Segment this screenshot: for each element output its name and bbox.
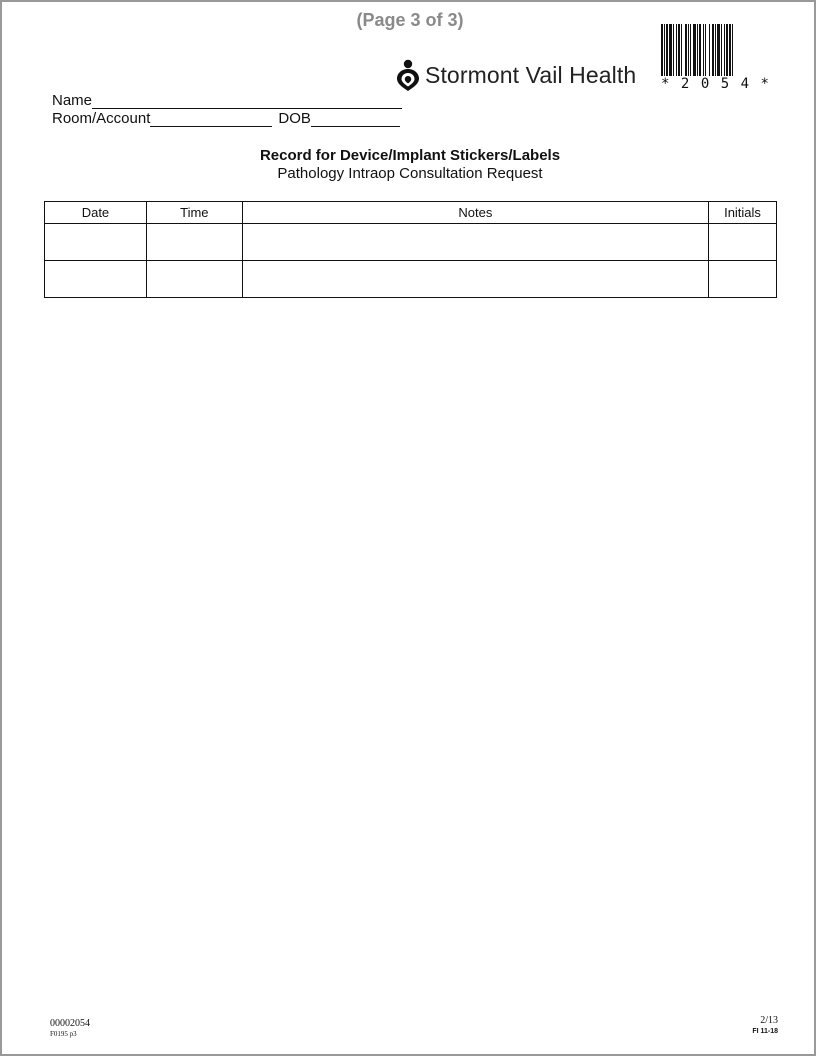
initials-cell[interactable] [709, 261, 777, 298]
barcode-char: * [661, 76, 670, 92]
page-indicator: (Page 3 of 3) [356, 10, 464, 30]
barcode-bar [669, 24, 672, 76]
barcode-bar [715, 24, 716, 76]
barcode-bar [703, 24, 704, 76]
dob-line[interactable] [311, 111, 400, 127]
barcode-caption [661, 76, 769, 92]
barcode-bar [729, 24, 731, 76]
column-header-initials: Initials [709, 202, 777, 224]
barcode-bar [699, 24, 701, 76]
column-header-notes: Notes [242, 202, 708, 224]
table-row [45, 224, 777, 261]
barcode-bar [688, 24, 689, 76]
barcode-bar [724, 24, 725, 76]
table-header-row [45, 202, 777, 224]
barcode-bar [681, 24, 682, 76]
barcode-bar [717, 24, 720, 76]
barcode-char: 0 [700, 76, 710, 92]
initials-cell[interactable] [709, 224, 777, 261]
time-cell[interactable] [146, 224, 242, 261]
record-table [44, 201, 777, 298]
barcode-bar [697, 24, 698, 76]
barcode-bar [690, 24, 691, 76]
barcode-bar [705, 24, 706, 76]
name-label: Name [52, 92, 93, 109]
name-field [52, 92, 402, 109]
stormont-vail-logo [396, 59, 636, 91]
form-subcode: F0195 p3 [50, 1030, 77, 1038]
barcode-bar [676, 24, 677, 76]
date-cell[interactable] [45, 224, 147, 261]
room-dob-field [52, 110, 400, 127]
barcode-char: 2 [680, 76, 690, 92]
barcode-bar [726, 24, 728, 76]
column-header-date: Date [45, 202, 147, 224]
room-account-line[interactable] [150, 111, 272, 127]
revision-date: 2/13 [760, 1015, 778, 1026]
fi-code: FI 11-18 [752, 1028, 778, 1035]
form-code: 00002054 [50, 1018, 90, 1029]
notes-cell[interactable] [242, 224, 708, 261]
barcode-bar [678, 24, 680, 76]
barcode-char: * [760, 76, 769, 92]
barcode-bar [709, 24, 710, 76]
date-cell[interactable] [45, 261, 147, 298]
barcode-bar [661, 24, 663, 76]
form-subtitle: Pathology Intraop Consultation Request [277, 165, 543, 182]
notes-cell[interactable] [242, 261, 708, 298]
barcode-char: 4 [740, 76, 750, 92]
barcode-bar [693, 24, 696, 76]
dob-label: DOB [278, 110, 311, 127]
barcode-bar [712, 24, 714, 76]
footer-form-id [50, 1018, 90, 1038]
heart-drop-icon [396, 59, 420, 91]
barcode-char: 5 [720, 76, 730, 92]
barcode-bar [673, 24, 674, 76]
barcode-bar [685, 24, 687, 76]
table-row [45, 261, 777, 298]
time-cell[interactable] [146, 261, 242, 298]
barcode [661, 24, 769, 76]
room-account-label: Room/Account [52, 110, 151, 127]
barcode-bar [666, 24, 668, 76]
barcode-bar [721, 24, 722, 76]
name-line[interactable] [92, 93, 402, 109]
logo-text: Stormont Vail Health [425, 61, 637, 88]
footer-revision [728, 1015, 778, 1035]
column-header-time: Time [146, 202, 242, 224]
barcode-bar [664, 24, 665, 76]
form-title: Record for Device/Implant Stickers/Labels [259, 147, 561, 164]
barcode-bar [732, 24, 733, 76]
